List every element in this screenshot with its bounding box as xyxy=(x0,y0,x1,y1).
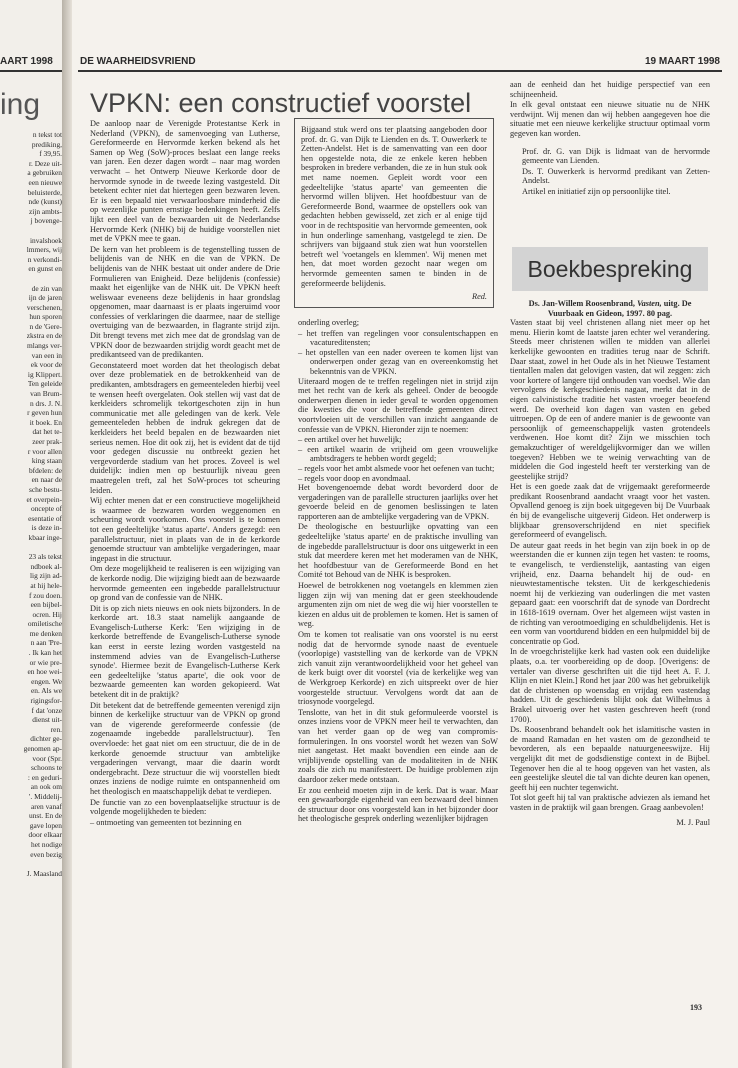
review-signature: M. J. Paul xyxy=(676,818,710,828)
paragraph: onderling overleg; xyxy=(298,318,360,327)
paragraph: De auteur gaat reeds in het begin van zijn boek in op de weerstanden die er kunnen zijn tegen het vasten: te rooms, te evangelisch, te verdienstelijk, aantasting van eigen vrijheid, enz. Daarna behandelt hij de oud- en nieuwtestamentische teksten. Uit de kerkgeschiedenis noemt hij de verkiezing van ouderlingen die met vasten gepaard gaat: een voorschrift dat de synode van Dordrecht in 1618-1619 overnam. Over het algemeen wijst vasten in de richting van verootmoediging en schuldbelijdenis. Het is een vorm van voortdurend bidden en een hulpmiddel bij de concentratie op God. xyxy=(510,540,710,646)
paragraph: Hoewel de betrokkenen nog voetangels en klemmen zien liggen zijn wij van mening dat er geen steekhoudende argumenten zijn om niet de weg die wij hier voorstellen te kiezen en aldus uit de problemen te komen. Het is samen of weg. xyxy=(298,581,498,629)
editorial-frame xyxy=(294,118,494,308)
author-note-line: Artikel en initiatief zijn op persoonlijke titel. xyxy=(522,186,671,196)
article-column-3 xyxy=(510,80,710,198)
paragraph: Het bovengenoemde debat wordt bevorderd door de vergaderingen van de parallelle structuren jaarlijks over het gevoerde beleid en de genomen beslissingen te laten rapporteren aan de ambtelijke vergadering van de VPKN. xyxy=(298,483,498,521)
paragraph: Om deze mogelijkheid te realiseren is een wijziging van de kerkorde nodig. Die wijziging biedt aan de bezwaarde hervormde gemeenten een ingebedde parallelstructuur op grond van de confessie van de NHK. xyxy=(90,564,280,603)
article-column-1 xyxy=(90,119,280,827)
paragraph: Het is een goede zaak dat de vrijgemaakt gereformeerde predikant Roosenbrand aandacht vraagt voor het vasten. Opvallend genoeg is zijn boek uitgegeven bij De Vuurbaak én bij de evangelische uitgeverij Gideon. Het onderwerp is blijkbaar grensoverschrijdend en niet specifiek gereformeerd of evangelisch. xyxy=(510,482,710,540)
page-spine xyxy=(62,0,72,1068)
running-header-title: DE WAARHEIDSVRIEND xyxy=(80,56,196,67)
paragraph: In de vroegchristelijke kerk had vasten ook een duidelijke plaats, o.a. ter voorbereiding op de doop. [Overigens: de vertaler van diverse geschriften uit die tijd heet A. F. J. Klijn en niet Klein.] Rond het jaar 200 was het gebruikelijk dat de christenen op woensdag en vrijdag een vastendag hadden. Uit de geschiedenis blijkt ook dat Wilhelmus à Brakel uitvoerig over het vasten geschreven heeft (rond 1700). xyxy=(510,647,710,724)
paragraph: Vasten staat bij veel christenen allang niet meer op het menu. Hierin komt de laatste jaren echter wel verandering. Steeds meer christenen willen te midden van allerlei kerkelijke gewoonten en tradities terug naar de Schrift. Daar staat, zowel in het Oude als in het Nieuwe Testament tientallen malen dat gelovigen vasten, dat wil zeggen: zich voor kortere of langere tijd onthouden van voedsel. Wie dan vervolgens de kerkgeschiedenis nagaat, merkt dat in de eigen calvinistische traditie het vasten vroeger beoefend werd. De overheid kon dagen van vasten en gebed uitroepen. Op de een of andere manier is de gewoonte van persoonlijk of gemeenschappelijk vasten grotendeels verdwenen. Hoe komt dit? Zijn we misschien toch gemakzuchtiger of wereldgelijkvormiger dan we willen toegeven? Hebben we te weinig verwachting van de middelen die God ingesteld heeft ter versterking van de geestelijke strijd? xyxy=(510,318,710,481)
facing-page xyxy=(0,0,63,1068)
running-header-date: 19 MAART 1998 xyxy=(644,56,720,67)
paragraph: Er zou eenheid moeten zijn in de kerk. Dat is waar. Maar een gewaarborgde eigenheid van een bezwaard deel binnen de structuur door ons voorgesteld kan in het bijzonder door het theologische gesprek onderling wezenlijker bijdragen xyxy=(298,785,498,824)
author-note xyxy=(522,147,710,197)
paragraph: Dit is op zich niets nieuws en ook niets bijzonders. In de kerkorde art. 18.3 staat namelijk aangaande de Evangelisch-Lutherse Kerk: 'Een wijziging in de kerkorde betreffende de Evangelisch-Lutherse synode kan eerst in eerste lezing worden vastgesteld na instemmend advies van de Evangelisch-Lutherse synode'. Hiermee bezit de Evangelisch-Lutherse Kerk een gedeeltelijke 'status aparte', die ook voor de bezwaarde gemeenten kan worden gekopieerd. Wat betekent dit in de praktijk? xyxy=(90,603,280,700)
article-column-2 xyxy=(298,318,498,825)
paragraph: Wij echter menen dat er een constructieve mogelijkheid is waarmee de bezwaren worden weggenomen en scheuring wordt voorkomen. Ons voorstel is te komen tot een gedeeltelijke 'status aparte'. Anders gezegd: een parallelstructuur, niet in plaats van de in de kerkorde genoemde structuur van ambtelijke vergaderingen, maar ingepast in die structuur. xyxy=(90,496,280,563)
article-title: VPKN: een constructief voorstel xyxy=(90,88,472,118)
paragraph: Dit betekent dat de betreffende gemeenten verenigd zijn binnen de kerkelijke structuur van de VPKN op grond van de vigerende gereformeerde confessie (de zogenaamde ingebedde parallelstructuur). Ten overvloede: het gaat niet om een structuur, die de in de kerkorde genoemde structuur van ambtelijke vergaderingen vervangt, maar die daarin wordt ondergebracht. Deze structuur die wij voorstellen biedt onzes inziens de nodige ruimte en ontspannenheid om het theologisch en maatschappelijk debat te verdiepen. xyxy=(90,700,280,796)
paragraph: aan de eenheid dan het huidige perspectief van een schijneenheid. xyxy=(510,80,710,99)
paragraph: Uiteraard mogen de te treffen regelingen niet in strijd zijn met het recht van de kerk als geheel. Onder de beoogde onderwerpen dienen in ieder geval te worden opgenomen die kwesties die voor de betreffende gemeenten direct voortvloeien uit de verschillen van inzicht aangaande de confessie van de VPKN. Hieronder zijn te noemen: xyxy=(298,376,498,434)
frame-text: Bijgaand stuk werd ons ter plaatsing aangeboden door prof. dr. G. van Dijk te Lienden en ds. T. Ouwerkerk te Zetten-Andelst. Het is de samenvatting van een door hen opgestelde nota, die ze enkele keren hebben besproken in bredere verbanden, die ze in hun stuk ook met name noemen. Gepleit wordt voor een gedeeltelijke 'status aparte' van gemeenten die hervormd willen blijven. Het hoofdbestuur van de Gereformeerde Bond, waarmee de opstellers ook van gedachten hebben gewisseld, zet zich er al enige tijd voor in de rechtspositie van hervormde gemeenten, ook in hun onderlinge samenhang, vastgelegd te zien. De schrijvers van bijgaand stuk zien wat hun voorstellen betreft wel 'voetangels en klemmen'. Wij menen met hen, dat moet worden gezocht naar wegen om hervormde gemeenten samen te binden in de gereformeerde belijdenis. xyxy=(301,125,487,288)
book-review-heading: Boekbespreking xyxy=(527,255,693,282)
list-item: – het treffen van regelingen voor consulentschappen en vacatureditensten; xyxy=(298,328,498,348)
paragraph: Ds. Roosenbrand behandelt ook het islamitische vasten in de maand Ramadan en het vasten om de gezondheid te bevorderen, als een bepaalde natuurgeneeswijze. Hij vergelijkt dit met de godsdienstige context in de Bijbel. Tegenover hen die al te hoog opgeven van het vasten, als een geestelijke sleutel die tal van dichte deuren kan openen, geeft hij een nuchter tegenwicht. xyxy=(510,725,710,792)
paragraph: De functie van zo een bovenplaatselijke structuur is de volgende mogelijkheden te bieden: xyxy=(90,797,280,817)
book-citation: Ds. Jan-Willem Roosenbrand, Vasten, uitg. De Vuurbaak en Gideon, 1997. 80 pag. xyxy=(528,299,692,318)
list-item: – een artikel over het huwelijk; xyxy=(298,435,402,445)
author-note-line: Prof. dr. G. van Dijk is lidmaat van de hervormde gemeente van Lienden. xyxy=(522,146,710,166)
list-item: – ontmoeting van gemeenten tot bezinning en xyxy=(90,817,242,827)
facing-page-rule xyxy=(0,70,62,72)
paragraph: De kern van het probleem is de tegenstelling tussen de belijdenis van de NHK en die van de VPKN. De belijdenis van de NHK bestaat uit onder andere de Drie Formulieren van Enigheid. Deze belijdenis (confessie) maakt het eigenlijke van de NHK uit. De VPKN heeft weliswaar eveneens deze belijdenis in haar grondslag opgenomen, maar daarnaast is er plaats ingeruimd voor confessies of verklaringen die daarmee, naar de stellige overtuiging van de bezwaarden, in flagrante strijd zijn. Dit brengt tevens met zich mee dat de grondslag van de VPKN door de bezwaarden strijdig wordt geacht met de predikantseed van de predikanten. xyxy=(90,244,280,360)
author-note-line: Ds. T. Ouwerkerk is hervormd predikant van Zetten-Andelst. xyxy=(522,166,710,186)
list-item: – regels voor het ambt alsmede voor het oefenen van tucht; xyxy=(298,463,495,473)
paragraph: Tot slot geeft hij tal van praktische adviezen als iemand het vasten in de praktijk wil gaan brengen. Graag aanbevolen! xyxy=(510,793,710,812)
facing-page-title-fragment: ing xyxy=(0,88,41,121)
facing-page-text: n tekst tot prediking, f 39,95. r. Deze uit- a gebruiken een nieuwe beluisterde, nde (kunst) zijn ambts- j bovenge- invalshoek lmmers, wij n verkondi- en gunst en de zin van ijn de jaren verschenen, hun sporen n de 'Gere- zkstra en de mlangs ver- van een in ek voor de ig Klippert. Ten geleide van Brum- n drs. J. N. r geven hun it boek. En dat het te- zeer prak- r voor allen king staan bfdelen: de en naar de sche bestu- et overpein- oncepte of esentatie of is deze in- kbaar inge- 23 als tekst ndboek al- lig zijn ad- at hij hele- f zou doen. een bijbel- ocren. Hij omiletische me denken n aan 'Pre- . Ik kan het or wie pre- en hoe wei- engen. We en. Als we rigingsfor- f dat 'onze dienst uit- ren. dichter ge- genomen ap- voor (Spr. schoons te : en geduri- an ook om '. Middelij- aren vanaf unst. En de gave lopen door elkaar het nodige even bezig J. Maasland xyxy=(23,130,62,878)
book-review-column xyxy=(510,299,710,828)
paragraph: De theologische en bestuurlijke opvatting van een gedeeltelijke 'status aparte' en de praktische invulling van de ingebedde parallelstructuur is door ons uitgewerkt in een stuk dat meerdere keren met het moderamen van de NHK, het hoofdbestuur van de Gereformeerde Bond en het Comité tot Behoud van de NHK is besproken. xyxy=(298,522,498,580)
paragraph: Om te komen tot realisatie van ons voorstel is nu eerst nodig dat de hervormde synode naast de eventuele (voorlopige) vaststelling van de kerkorde van de VPKN zich vanuit zijn verantwoordelijkheid voor het geheel van de kerk buigt over dit voorstel (via de kerkelijke weg van de Werkgroep Kerkorde) en zich uitspreekt over de hier voorgestelde structuur. Vervolgens wordt dat aan de triosynode voorgelegd. xyxy=(298,630,498,707)
page-number: 193 xyxy=(690,1003,702,1012)
list-item: – regels voor doop en avondmaal. xyxy=(298,473,411,483)
list-item: – het opstellen van een nader overeen te komen lijst van onderwerpen onder gezag van en overeenkomstig het bekenntnis van de VPKN. xyxy=(298,347,498,376)
list-item: – een artikel waarin de vrijheid om geen vrouwelijke ambtsdragers te hebben wordt gegeld; xyxy=(298,444,498,464)
paragraph: Tenslotte, van het in dit stuk geformuleerde voorstel is onzes inziens voor de VPKN meer heil te verwachten, dan van het verder gaan op de weg van compromis-formuleringen. In ons voorstel wordt het wezen van SoW niet aangetast. Het maakt bovendien een einde aan de vrijblijvende opstelling van de modaliteiten in de NHK zoals die zich nu manifesteert. De huidige problemen zijn daardoor zeker mede ontstaan. xyxy=(298,707,498,784)
facing-page-header: AART 1998 xyxy=(0,56,53,67)
newspaper-page xyxy=(72,0,738,1068)
paragraph: De aanloop naar de Verenigde Protestantse Kerk in Nederland (VPKN), de samenvoeging van Lutherse, Gereformeerde en Hervormde kerken bekend als het Samen op Weg (SoW)-proces beslaat een lange reeks van jaren. Een dezer dagen wordt – naar mag worden verwacht – het Ontwerp Nieuwe Kerkorde door de hervormde synode in de tweede lezing vastgesteld. Dit betekent echter niet dat hiertegen geen bezwaren leven. Er is een bepaald niet verwaarloosbare minderheid die op wezenlijke punten ernstige bedenkingen heeft. Zelfs lijkt een deel van de bezwaarden uit de Nederlandse Hervormde Kerk (NHK) bij de huidige voorstellen niet met de VPKN mee te gaan. xyxy=(90,119,280,244)
header-rule xyxy=(78,70,722,72)
frame-signature: Red. xyxy=(472,292,487,302)
paragraph: Geconstateerd moet worden dat het theologisch debat over deze problematiek en de betrokkenheid van de predikanten, ambtsdragers en gemeenteleden hierbij veel te wensen heeft overgelaten. Ook stellen wij vast dat de kerkleiders schromelijk tekortgeschoten zijn in hun communicatie met alle geledingen van de kerk. Vele gemeenteleden hebben de indruk gekregen dat de kerkleiders het beeld bepalen en de bezwaarden niet serieus nemen. Hoe dit ook zij, het is evident dat de tijd voor gedegen discussie nu ontbreekt gezien het vergevorderde stadium van het proces. Zoveel is wel duidelijk: indien men op bestuurlijk niveau geen maatregelen treft, zal het SoW-proces tot scheuring leiden. xyxy=(90,360,280,495)
book-review-heading-box xyxy=(512,247,708,291)
paragraph: In elk geval ontstaat een nieuwe situatie nu de NHK verdwijnt. Wij menen dan wij hebben aangegeven hoe die situatie met een nieuwe kerkelijke structuur optimaal vorm gegeven kan worden. xyxy=(510,100,710,138)
